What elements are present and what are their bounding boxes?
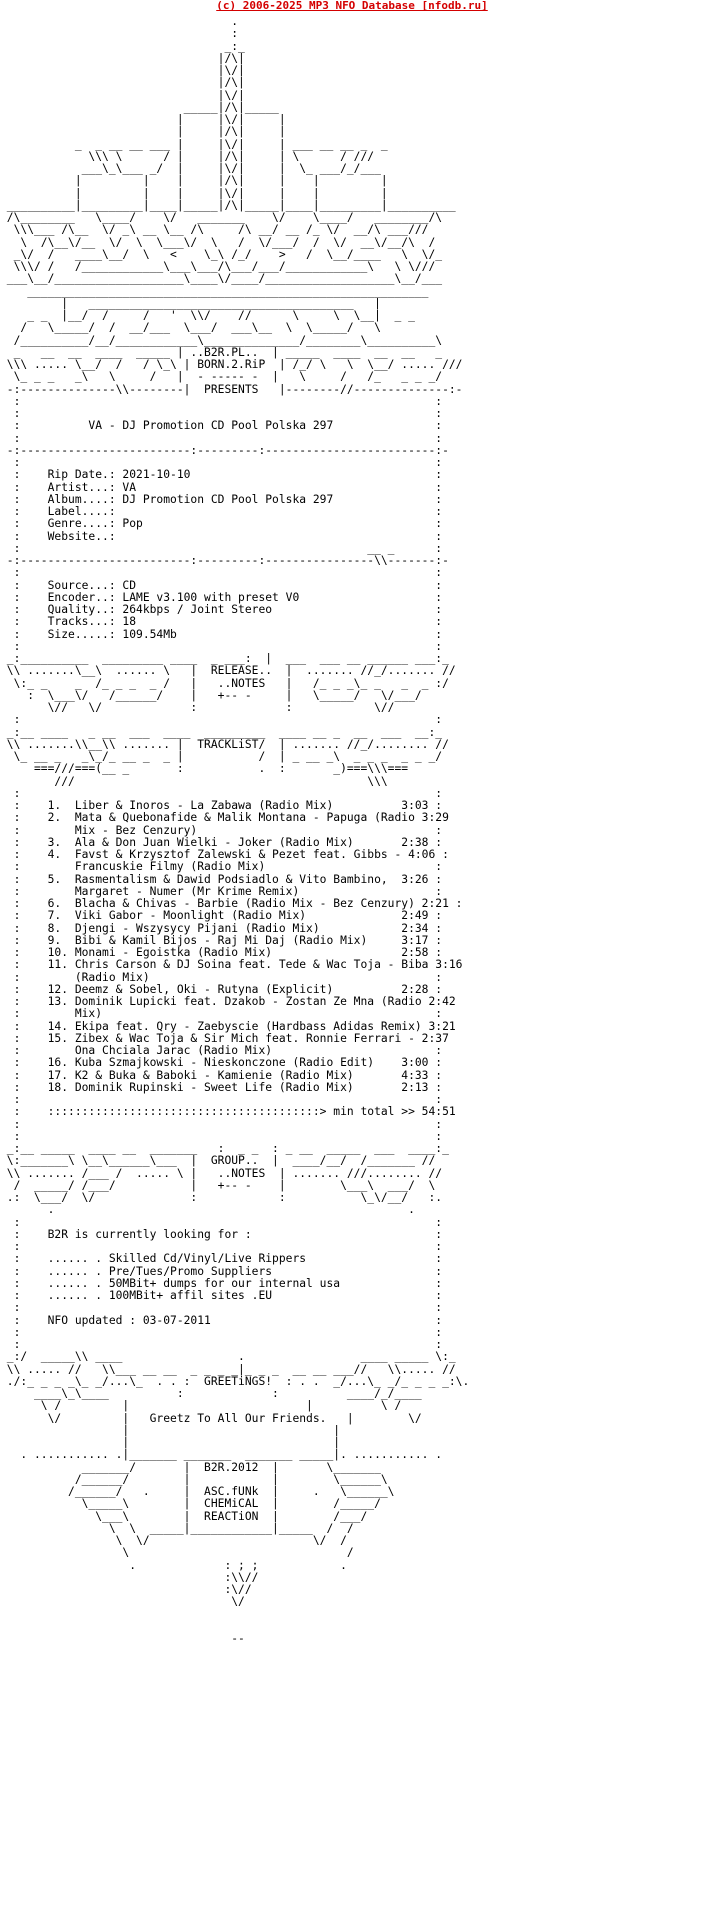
nfo-text: . : _:_ |/\| |\/| |/\| |\/| _____|/\|_____ | |\/| | | |/\| | _ _ __ __ ___ | |\/| | ___ __ __ _ _ \\\ \ / | |/\| | \ / /// ___\_\___ _/ | |\/| | \_ ___/_/___ | | | |/\| | | | | | | |\/| | | | __________|_________|____|_____|/\|_____|____|_________|__________ /\________ \____/ \/ _______ \/ \____/ ________/\ \\\___ /\__ \/ _\ __ \__ /\ /\ __/ __ /_ \/ __/\ ___/// \ /\__\/__ \/ \ \___\/ \ / \/___/ / \/ __\/__/\ / _\/ / ____\__/ \ < \_\ /_/ > / \__/____ \ \/_ \\\/ / /____________\___\___/\___/___/____________\ \ \/// ___\__/___________________\____\/____/___________________\__/___ ___________________________________________________________ | _______________________________________ | _ _ |__/ / / ' \\/ // \ \ \__| _ _ / \_____/ / __/___ \___/ ___\__ \ \_____/ \ /__________/__/____________\______________/________\__________\ _ __ __ ____ _____ | ..B2R.PL.. | _____ ____ __ __ _ \\\ ..... \__/ / / \_\ | BORN.2.RiP | /_/ \ \ \__/ ..... /// \_ _ _ _\ \ / | - ----- - | \ / /_ _ _ _/ -:--------------\\--------| PRESENTS |--------//--------------:- : : : : : VA - DJ Promotion CD Pool Polska 297 : : : -:-------------------------:---------:-------------------------:- : : : Rip Date.: 2021-10-10 : : Artist...: VA : : Album....: DJ Promotion CD Pool Polska 297 : : Label....: : : Genre....: Pop : : Website..: : : __ _ : -:-------------------------:---------:----------------\\-------:- : : : Source...: CD : : Encoder..: LAME v3.100 with preset V0 : : Quality..: 264kbps / Joint Stereo : : Tracks...: 18 : : Size.....: 109.54Mb : : : _:__________ _________ ____ _ ___: | ___ ___ __ ______ ___:_ \\ .......\__\ ...... \ | RELEASE.. | ....... //_/....... // \:_ _ _ /_ _ _ _ / | ..NOTES | /_ _ _\_ _ _ _ :/ : \___\/ /______/ | +-- - | \_____/ \/___/ \// \/ : : \// : : _:__ ____ _ __ ___ ____ _________ ____ __ _ __ ___ __:_ \\ .......\\__\\ ....... | TRACKLiST/ | ....... //_/........ // \_ __ _ _\_/_ __ _ _ | / | _ __ _\ _ _ _ _ _ _/ ===///===(__ _ : . : _)===\\\=== /// \\\ : : : 1. Liber & Inoros - La Zabawa (Radio Mix) 3:03 : : 2. Mata & Quebonafide & Malik Montana - Papuga (Radio 3:29 : Mix - Bez Cenzury) : : 3. Ala & Don Juan Wielki - Joker (Radio Mix) 2:38 : : 4. Favst & Krzysztof Zalewski & Pezet feat. Gibbs - 4:06 : : Francuskie Filmy (Radio Mix) : : 5. Rasmentalism & Dawid Podsiadlo & Vito Bambino, 3:26 : : Margaret - Numer (Mr Krime Remix) : : 6. Blacha & Chivas - Barbie (Radio Mix - Bez Cenzury) 2:21 : : 7. Viki Gabor - Moonlight (Radio Mix) 2:49 : : 8. Djengi - Wszysycy Pijani (Radio Mix) 2:34 : : 9. Bibi & Kamil Bijos - Raj Mi Daj (Radio Mix) 3:17 : : 10. Monami - Egoistka (Radio Mix) 2:58 : : 11. Chris Carson & DJ Soina feat. Tede & Wac Toja - Biba 3:16 : (Radio Mix) : : 12. Deemz & Sobel, Oki - Rutyna (Explicit) 2:28 : : 13. Dominik Lupicki feat. Dzakob - Zostan Ze Mna (Radio 2:42 : Mix) : : 14. Ekipa feat. Qry - Zaebyscie (Hardbass Adidas Remix) 3:21 : 15. Zibex & Wac Toja & Sir Mich feat. Ronnie Ferrari - 2:37 : Ona Chciala Jarac (Radio Mix) : : 16. Kuba Szmajkowski - Nieskonczone (Radio Edit) 3:00 : : 17. K2 & Buka & Baboki - Kamienie (Radio Mix) 4:33 : : 18. Dominik Rupinski - Sweet Life (Radio Mix) 2:13 : : : : ::::::::::::::::::::::::::::::::::::::::> min total >> 54:51 : : : : _:__ _____ ____ __ _______ : _ _ : _ __ _____ ___ ____:_ \:_______\ \__\______\___ | GROUP.. | ____/__/ /_______ // \\ ....... /___ / ..... \ | ..NOTES | ....... ///........ // / _____/ /___/ | +-- - | \___\ ___/ \ .: \___/ \/ : : \_\/__/ :. . . : : : B2R is currently looking for : : : : : ...... . Skilled Cd/Vinyl/Live Rippers : : ...... . Pre/Tues/Promo Suppliers : : ...... . 50MBit+ dumps for our internal usa : : ...... . 100MBit+ affil sites .EU : : : : NFO updated : 03-07-2011 : : : : : _:/ _____\\ ____ . ____ _____ \:_ \\ ..... // \\___ __ __ _ _ _ _|_ _ _ __ __ ___// \\..... // ./:_ _ _ _\_ _/...\_ . . : GREETiNGS! : . . _/...\_ _/_ _ _ _:\. ____\_\____ : : ____/_/____ \ / | | \ / \/ | Greetz To All Our Friends. | \/ | | | | . ........... .|_______ _______ _______ _____|. ........... . _______/ | B2R.2012 | \_______ /______/ | | \______\ /______/ . | ASC.fUNk | . \______\ \_____\ | CHEMiCAL | /_____/ \___\ | REACTiON | /___/ \ \ _____|____________|_____ / / \ \/ \/ / \ / . : ; ; . :\\// :\// \/ -- <box>6 16 470 1645</box>
site-banner[interactable]: (c) 2006-2025 MP3 NFO Database [nfodb.ru] <box>216 0 488 12</box>
